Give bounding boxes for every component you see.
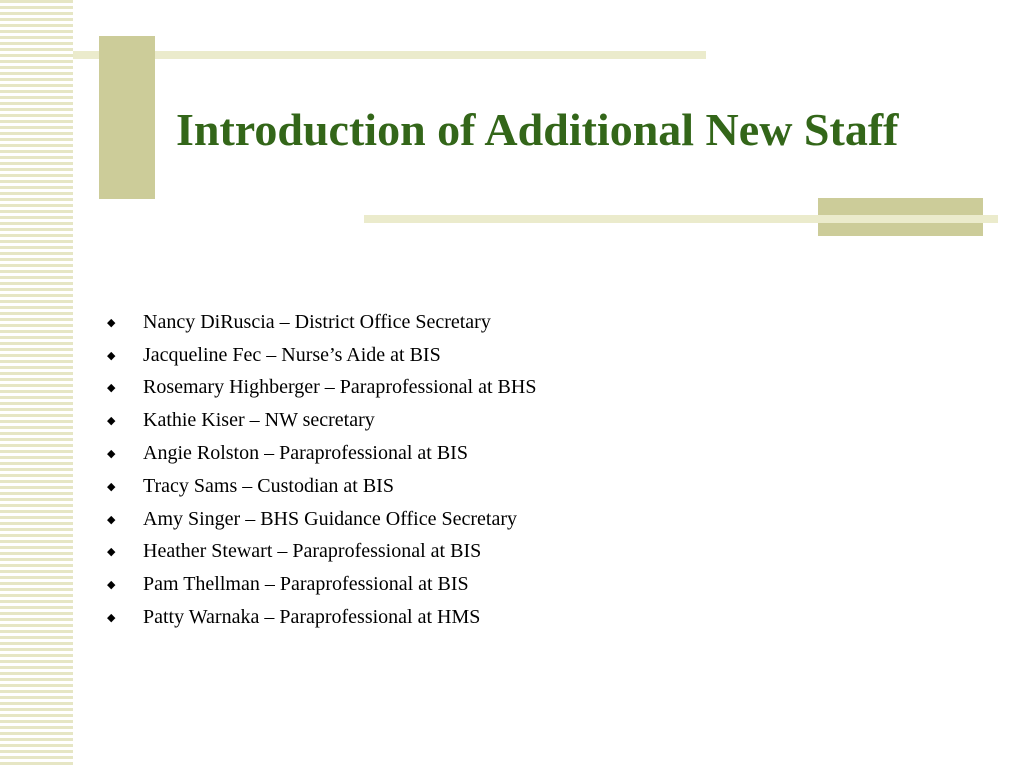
diamond-bullet-icon: ◆ <box>107 382 116 395</box>
diamond-bullet-icon: ◆ <box>107 448 116 461</box>
list-item <box>105 339 536 372</box>
list-item-text: Rosemary Highberger – Paraprofessional at BHS <box>143 376 537 399</box>
list-item <box>105 568 536 601</box>
list-item <box>105 470 536 503</box>
list-item-text: Tracy Sams – Custodian at BIS <box>143 474 394 497</box>
list-item-text: Amy Singer – BHS Guidance Office Secretary <box>143 507 517 530</box>
bottom-accent-block <box>818 198 983 236</box>
diamond-bullet-icon: ◆ <box>107 612 116 625</box>
top-accent-block <box>99 36 155 199</box>
diamond-bullet-icon: ◆ <box>107 349 116 362</box>
list-item-text: Kathie Kiser – NW secretary <box>143 409 375 432</box>
slide-title: Introduction of Additional New Staff <box>176 104 899 155</box>
diamond-bullet-icon: ◆ <box>107 546 116 559</box>
staff-list <box>105 306 536 634</box>
list-item-text: Pam Thellman – Paraprofessional at BIS <box>143 573 469 596</box>
diamond-bullet-icon: ◆ <box>107 513 116 526</box>
top-accent-line <box>73 51 706 59</box>
list-item <box>105 306 536 339</box>
list-item <box>105 503 536 536</box>
list-item-text: Jacqueline Fec – Nurse’s Aide at BIS <box>143 343 441 366</box>
diamond-bullet-icon: ◆ <box>107 316 116 329</box>
list-item <box>105 437 536 470</box>
left-stripe-decoration <box>0 0 73 768</box>
list-item <box>105 404 536 437</box>
list-item-text: Heather Stewart – Paraprofessional at BIS <box>143 540 482 563</box>
diamond-bullet-icon: ◆ <box>107 579 116 592</box>
diamond-bullet-icon: ◆ <box>107 480 116 493</box>
list-item-text: Patty Warnaka – Paraprofessional at HMS <box>143 606 481 629</box>
list-item-text: Angie Rolston – Paraprofessional at BIS <box>143 442 468 465</box>
list-item <box>105 536 536 569</box>
list-item-text: Nancy DiRuscia – District Office Secretary <box>143 310 491 333</box>
list-item <box>105 601 536 634</box>
diamond-bullet-icon: ◆ <box>107 415 116 428</box>
list-item <box>105 372 536 405</box>
